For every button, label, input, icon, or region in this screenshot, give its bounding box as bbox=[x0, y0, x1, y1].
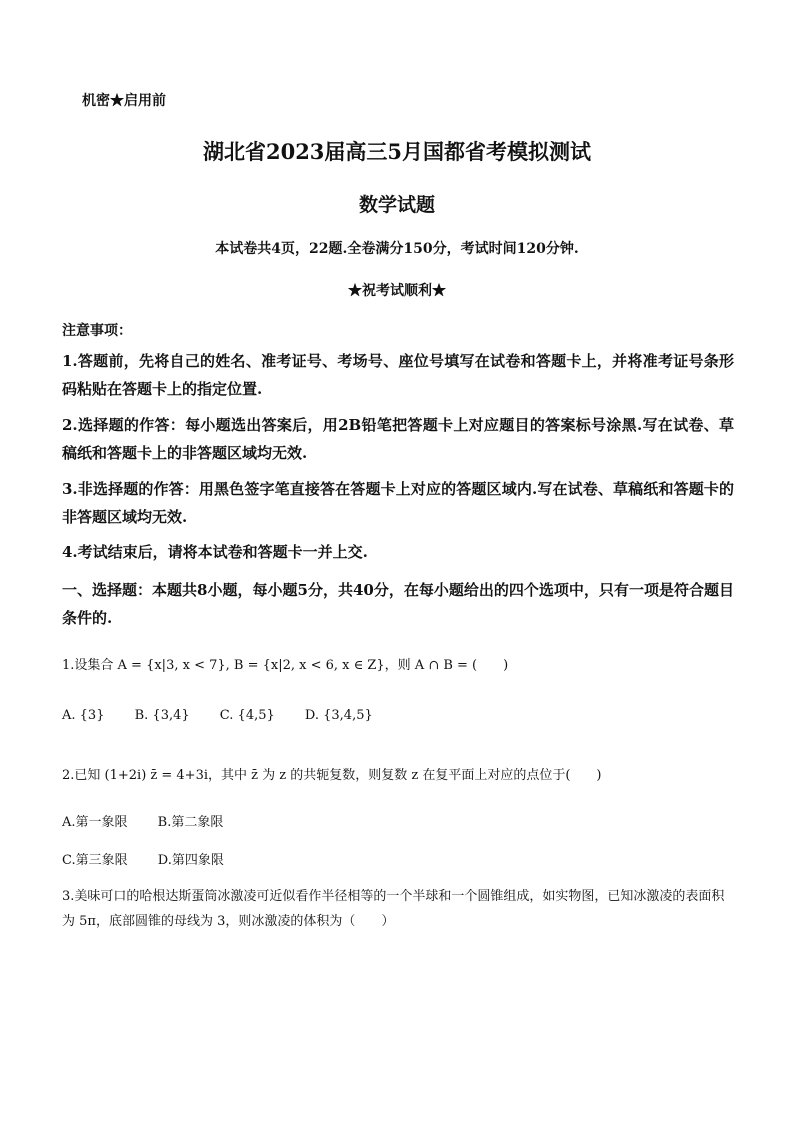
q1-option-a: A. {3} bbox=[62, 708, 105, 723]
note-item-1: 1.答题前，先将自己的姓名、准考证号、考场号、座位号填写在试卷和答题卡上，并将准考证号条形码粘贴在答题卡上的指定位置. bbox=[62, 352, 734, 398]
exam-info: 本试卷共4页，22题.全卷满分150分，考试时间120分钟. bbox=[215, 241, 579, 257]
secret-mark: 机密★启用前 bbox=[82, 93, 166, 109]
q2-option-b: B.第二象限 bbox=[157, 815, 224, 830]
q1-option-c: C. {4,5} bbox=[219, 708, 275, 723]
note-item-4: 4.考试结束后，请将本试卷和答题卡一并上交. bbox=[62, 543, 368, 561]
q1-option-b: B. {3,4} bbox=[134, 708, 190, 723]
q2-option-a: A.第一象限 bbox=[62, 815, 128, 830]
question-1-stem: 1.设集合 A = {x|3, x < 7}, B = {x|2, x < 6, x ∈ Z}，则 A ∩ B = ( ) bbox=[62, 658, 509, 673]
question-2-options-row-1 bbox=[62, 811, 223, 830]
notes-heading: 注意事项： bbox=[62, 323, 132, 339]
q2-option-d: D.第四象限 bbox=[157, 853, 224, 868]
question-3-stem: 3.美味可口的哈根达斯蛋筒冰激凌可近似看作半径相等的一个半球和一个圆锥组成，如实物图，已知冰激凌的表面积为 5π，底部圆锥的母线为 3，则冰激凌的体积为（ ） bbox=[62, 889, 725, 929]
question-2-options-row-2 bbox=[62, 849, 224, 868]
exam-subtitle: 数学试题 bbox=[358, 194, 435, 216]
q2-option-c: C.第三象限 bbox=[62, 853, 128, 868]
q1-option-d: D. {3,4,5} bbox=[304, 708, 373, 723]
note-item-3: 3.非选择题的作答：用黑色签字笔直接答在答题卡上对应的答题区域内.写在试卷、草稿纸和答题卡的非答题区域均无效. bbox=[62, 480, 734, 526]
section-1-heading: 一、选择题：本题共8小题，每小题5分，共40分，在每小题给出的四个选项中，只有一项是符合题目条件的. bbox=[62, 581, 734, 627]
note-item-2: 2.选择题的作答：每小题选出答案后，用2B铅笔把答题卡上对应题目的答案标号涂黑.写在试卷、草稿纸和答题卡上的非答题区域均无效. bbox=[62, 416, 734, 462]
question-2-stem: 2.已知 (1+2i) z̄ = 4+3i，其中 z̄ 为 z 的共轭复数，则复数 z 在复平面上对应的点位于( ) bbox=[62, 768, 602, 783]
exam-title: 湖北省2023届高三5月国都省考模拟测试 bbox=[202, 139, 592, 164]
good-luck-line: ★祝考试顺利★ bbox=[348, 283, 446, 299]
question-1-options bbox=[62, 708, 373, 723]
